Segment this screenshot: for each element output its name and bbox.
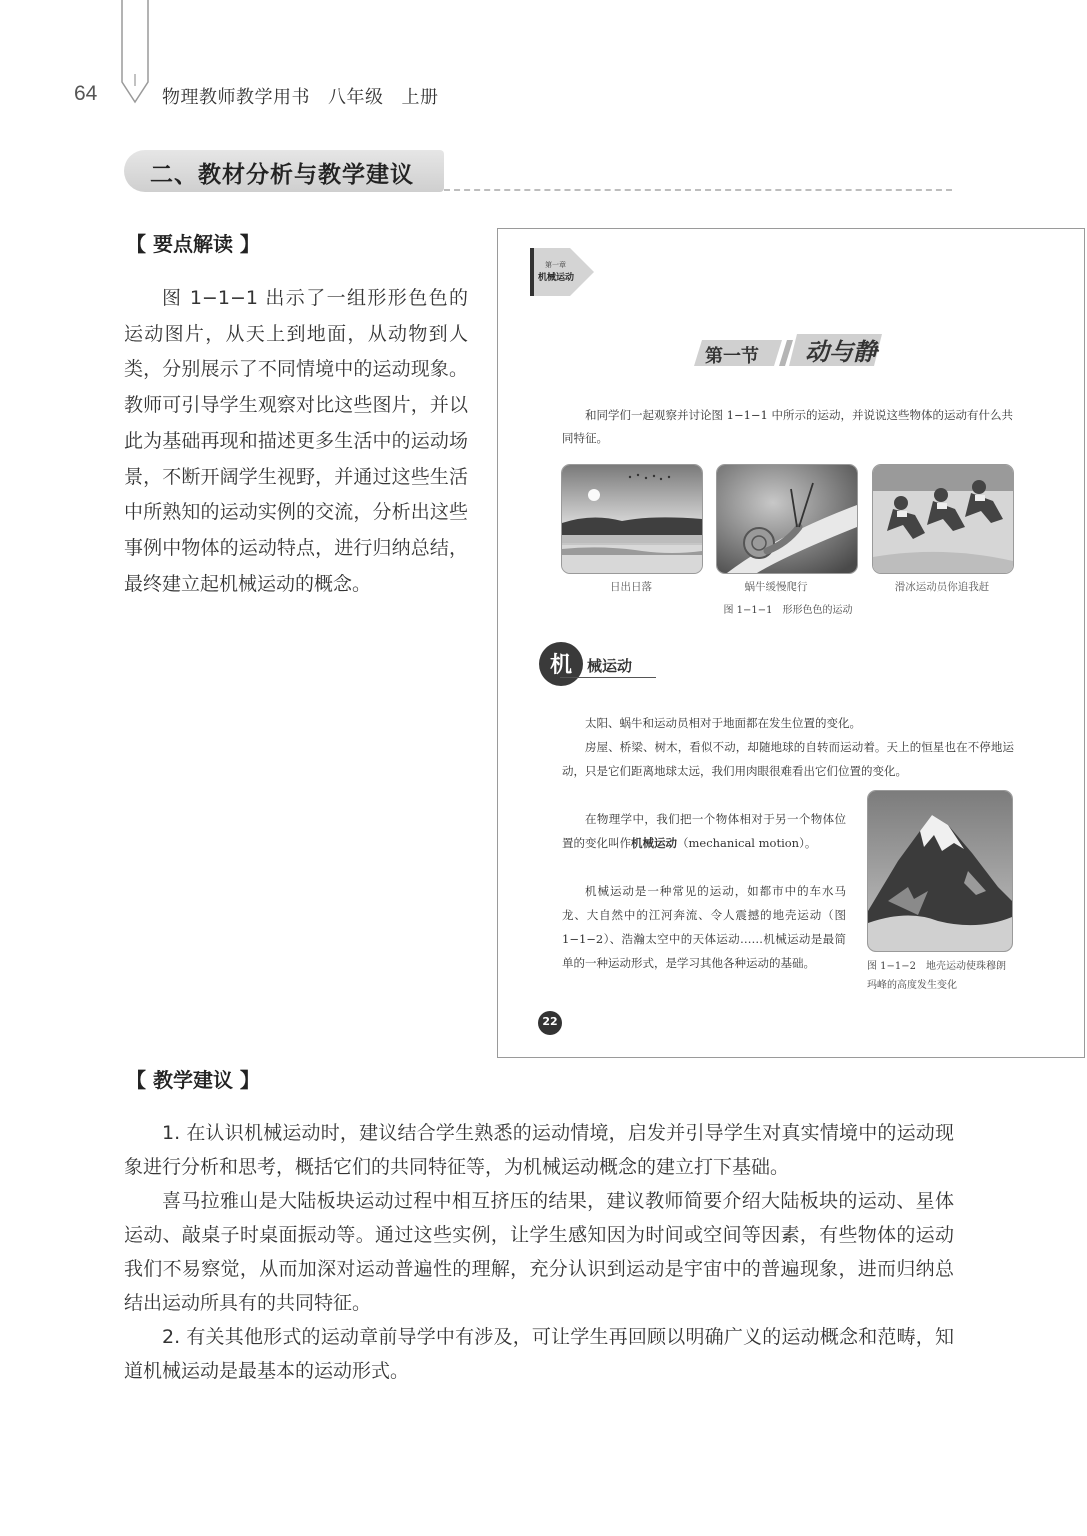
- lesson-title: 动与静: [805, 338, 877, 366]
- grade-label: 八年级: [328, 87, 384, 108]
- lesson-intro: 和同学们一起观察并讨论图 1−1−1 中所示的运动，并说说这些物体的运动有什么共同特征。: [562, 408, 1014, 445]
- chapter-name: 机械运动: [538, 273, 575, 283]
- mechanical-heading-first-char: 机: [549, 653, 572, 678]
- mechanical-heading-underline: [560, 677, 656, 678]
- snail-photo: [716, 464, 858, 574]
- suggestion-paragraph: 喜马拉雅山是大陆板块运动过程中相互挤压的结果，建议教师简要介绍大陆板块的运动、星体运动、敲桌子时桌面振动等。通过这些实例，让学生感知因为时间或空间等因素，有些物体的运动我们不易察觉，从而加深对运动普遍性的理解，充分认识到运动是宇宙中的普遍现象，进而归纳总结出运动所具有的共同特征。: [124, 1190, 954, 1314]
- running-title: [162, 83, 439, 109]
- page-number: 64: [74, 82, 98, 105]
- definition-tail: （mechanical motion）。: [677, 836, 817, 850]
- photo-caption: 滑冰运动员你追我赶: [894, 581, 990, 593]
- textbook-paragraph-definition: [562, 807, 846, 855]
- lesson-number: 第一节: [705, 346, 759, 367]
- suggestions-body: [124, 1116, 954, 1388]
- suggestion-paragraph: 1. 在认识机械运动时，建议结合学生熟悉的运动情境，启发并引导学生对真实情境中的运动现象进行分析和思考，概括它们的共同特征等，为机械运动概念的建立打下基础。: [124, 1122, 954, 1178]
- volume-label: 上册: [401, 87, 439, 108]
- mechanical-heading-text: 械运动: [587, 657, 633, 675]
- figure-caption: 图 1−1−1 形形色色的运动: [723, 605, 853, 616]
- sunrise-photo: [561, 464, 703, 574]
- book-title: 物理教师教学用书: [162, 87, 310, 108]
- everest-caption: 图 1−1−2 地壳运动使珠穆朗玛峰的高度发生变化: [867, 961, 1007, 991]
- section-title: 二、教材分析与教学建议: [150, 162, 414, 188]
- speed-skaters-photo: [872, 464, 1014, 574]
- definition-lead: 在物理学中，我们把一个物体相对于另一个物体位置的变化叫作: [562, 812, 846, 850]
- photo-caption: 蜗牛缓慢爬行: [744, 581, 808, 593]
- chapter-number: 第一章: [545, 261, 566, 269]
- suggestions-heading: 【 教学建议 】: [126, 1068, 260, 1092]
- textbook-paragraph: 房屋、桥梁、树木，看似不动，却随地球的自转而运动着。天上的恒星也在不停地运动，只是它们距离地球太远，我们用肉眼很难看出它们位置的变化。: [562, 740, 1014, 778]
- suggestion-paragraph: 2. 有关其他形式的运动章前导学中有涉及，可让学生再回顾以明确广义的运动概念和范畴，知道机械运动是最基本的运动形式。: [124, 1326, 954, 1382]
- definition-term: 机械运动: [631, 836, 677, 850]
- textbook-paragraph: 机械运动是一种常见的运动，如都市中的车水马龙、大自然中的江河奔流、令人震撼的地壳运动（图 1−1−2）、浩瀚太空中的天体运动……机械运动是最简单的一种运动形式，是学习其他各种运动的基础。: [562, 884, 846, 970]
- section-divider: [444, 189, 952, 191]
- everest-photo: [867, 790, 1013, 952]
- key-points-body: 图 1−1−1 出示了一组形形色色的运动图片，从天上到地面，从动物到人类，分别展示了不同情境中的运动现象。教师可引导学生观察对比这些图片，并以此为基础再现和描述更多生活中的运动场景，不断开阔学生视野，并通过这些生活中所熟知的运动实例的交流，分析出这些事例中物体的运动特点，进行归纳总结，最终建立起机械运动的概念。: [124, 287, 468, 595]
- key-points-heading: 【 要点解读 】: [126, 232, 260, 256]
- bookmark-icon: [118, 0, 152, 104]
- textbook-paragraph: 太阳、蜗牛和运动员相对于地面都在发生位置的变化。: [585, 716, 861, 730]
- textbook-page-number: 22: [542, 1015, 558, 1028]
- photo-caption: 日出日落: [610, 581, 652, 593]
